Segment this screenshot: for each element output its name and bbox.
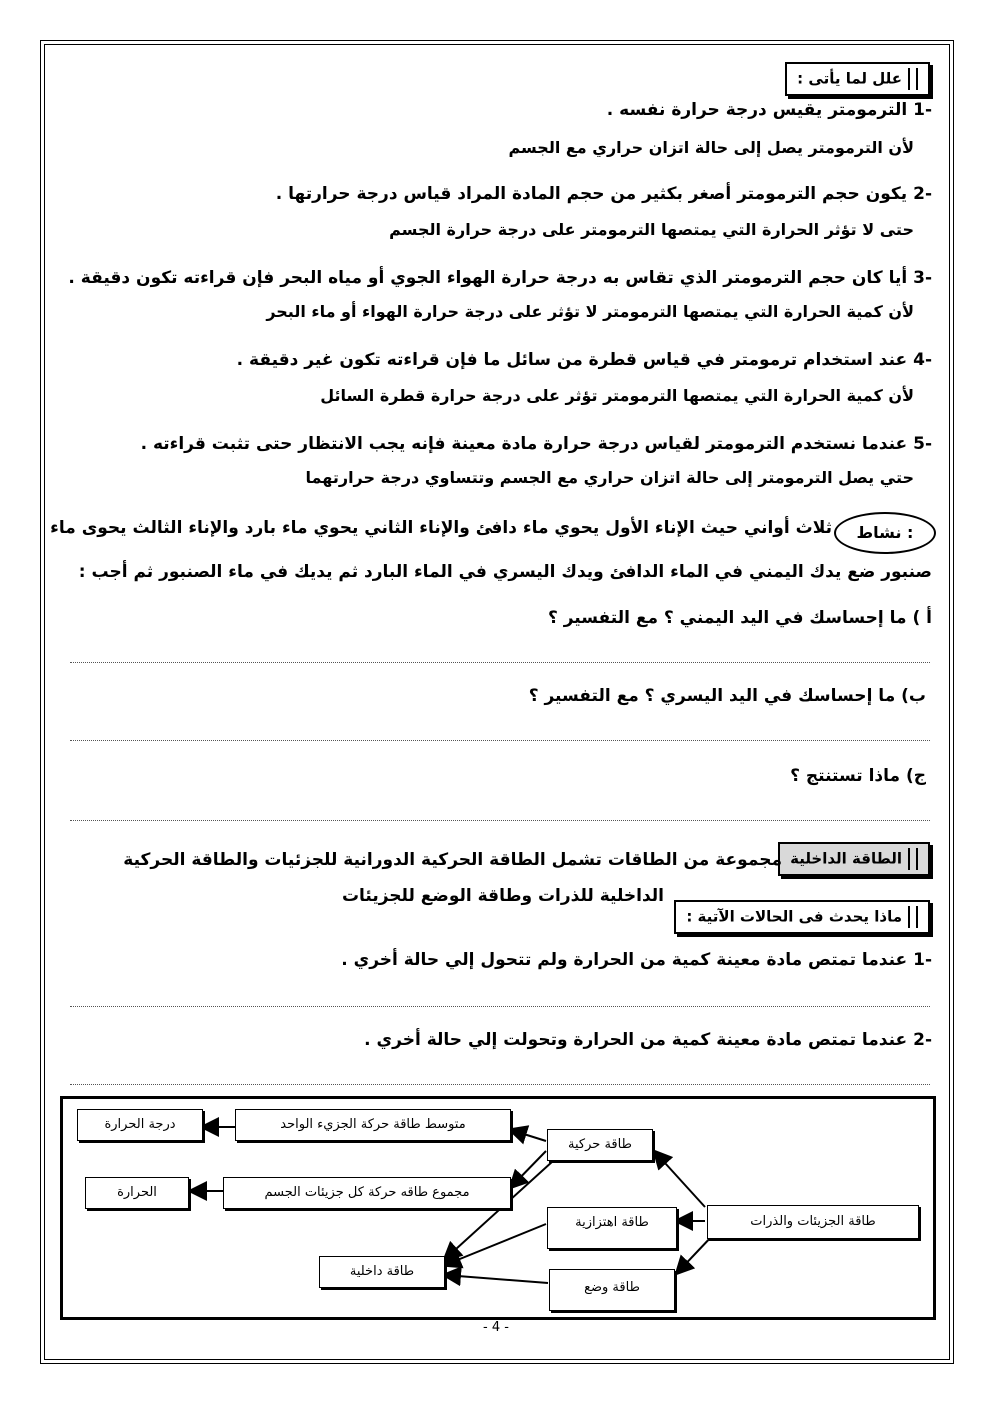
internal-energy-label: الطاقة الداخلية — [778, 842, 930, 876]
arrow-potential-to-internal — [445, 1275, 548, 1283]
answer-line-a[interactable] — [70, 662, 930, 663]
box-heat: الحرارة — [85, 1177, 189, 1209]
answer-3: لأن كمية الحرارة التي يمتصها الترمومتر لا تؤثر على درجة حرارة الهواء أو ماء البحر — [266, 302, 914, 321]
question-2: -2 يكون حجم الترمومتر أصغر بكثير من حجم المادة المراد قياس درجة حرارتها . — [275, 184, 932, 204]
box-potential-energy: طاقة وضع — [549, 1269, 675, 1311]
reasons-header: علل لما يأتى : — [785, 62, 930, 96]
page-number: - 4 - — [483, 1320, 509, 1335]
activity-line-1: ثلاث أواني حيث الإناء الأول يحوي ماء دافئ والإناء الثاني يحوي ماء بارد والإناء الثالث يحوى ماء — [50, 518, 832, 538]
box-temperature: درجة الحرارة — [77, 1109, 203, 1141]
answer-5: حتي يصل الترمومتر إلى حالة اتزان حراري مع الجسم وتتساوي درجة حرارتهما — [305, 468, 914, 487]
internal-energy-def-2: الداخلية للذرات وطاقة الوضع للجزيئات — [341, 886, 664, 906]
activity-label: نشاط : — [834, 512, 936, 554]
question-4: -4 عند استخدام ترمومتر في قياس قطرة من سائل ما فإن قراءته تكون غير دقيقة . — [236, 350, 932, 370]
box-sum-kinetic-energy: مجموع طاقه حركة كل جزيئات الجسم — [223, 1177, 511, 1209]
header-bar-icon — [908, 68, 918, 90]
answer-line-case-2[interactable] — [70, 1084, 930, 1085]
box-vibrational-energy: طاقة اهتزازية — [547, 1207, 677, 1249]
question-1: -1 الترمومتر يقيس درجة حرارة نفسه . — [606, 100, 932, 120]
arrow-kinetic-to-sum — [511, 1151, 546, 1187]
energy-diagram — [60, 1096, 936, 1320]
question-3: -3 أيا كان حجم الترمومتر الذي تقاس به درجة حرارة الهواء الجوي أو مياه البحر فإن قراءته تكون دقيقة . — [68, 268, 932, 288]
activity-question-c: ج) ماذا تستنتج ؟ — [790, 766, 926, 786]
answer-4: لأن كمية الحرارة التي يمتصها الترمومتر تؤثر على درجة حرارة قطرة السائل — [320, 386, 914, 405]
box-average-kinetic-energy: متوسط طاقة حركة الجزيء الواحد — [235, 1109, 511, 1141]
cases-header: ماذا يحدث فى الحالات الآتية : — [674, 900, 930, 934]
arrow-particles-to-kinetic — [655, 1152, 705, 1207]
answer-2: حتى لا تؤثر الحرارة التي يمتصها الترمومتر على درجة حرارة الجسم — [389, 220, 914, 239]
box-internal-energy: طاقة داخلية — [319, 1256, 445, 1288]
answer-line-case-1[interactable] — [70, 1006, 930, 1007]
arrow-kinetic-to-avg — [511, 1130, 546, 1141]
activity-question-a: أ ) ما إحساسك في اليد اليمني ؟ مع التفسير ؟ — [547, 608, 932, 628]
activity-line-2: صنبور ضع يدك اليمني في الماء الدافئ ويدك اليسري في الماء البارد ثم يديك في ماء الصنبور ثم أجب : — [78, 562, 932, 582]
box-kinetic-energy: طاقة حركية — [547, 1129, 653, 1161]
internal-energy-def-1: مجموعة من الطاقات تشمل الطاقة الحركية الدورانية للجزئيات والطاقة الحركية — [123, 850, 782, 870]
answer-1: لأن الترمومتر يصل إلى حالة اتزان حراري مع الجسم — [508, 138, 914, 157]
label-bar-icon — [908, 848, 918, 870]
answer-line-b[interactable] — [70, 740, 930, 741]
arrow-particles-to-potential — [677, 1235, 713, 1273]
case-2: -2 عندما تمتص مادة معينة كمية من الحرارة وتحولت إلي حالة أخري . — [364, 1030, 932, 1050]
activity-question-b: ب) ما إحساسك في اليد اليسري ؟ مع التفسير ؟ — [528, 686, 926, 706]
arrow-kinetic-to-internal — [445, 1161, 553, 1259]
case-1: -1 عندما تمتص مادة معينة كمية من الحرارة ولم تتحول إلي حالة أخري . — [341, 950, 932, 970]
answer-line-c[interactable] — [70, 820, 930, 821]
header-bar-icon — [908, 906, 918, 928]
box-particles-atoms-energy: طاقة الجزيئات والذرات — [707, 1205, 919, 1239]
question-5: -5 عندما نستخدم الترمومتر لقياس درجة حرارة مادة معينة فإنه يجب الانتظار حتى تثبت قراءته . — [140, 434, 932, 454]
